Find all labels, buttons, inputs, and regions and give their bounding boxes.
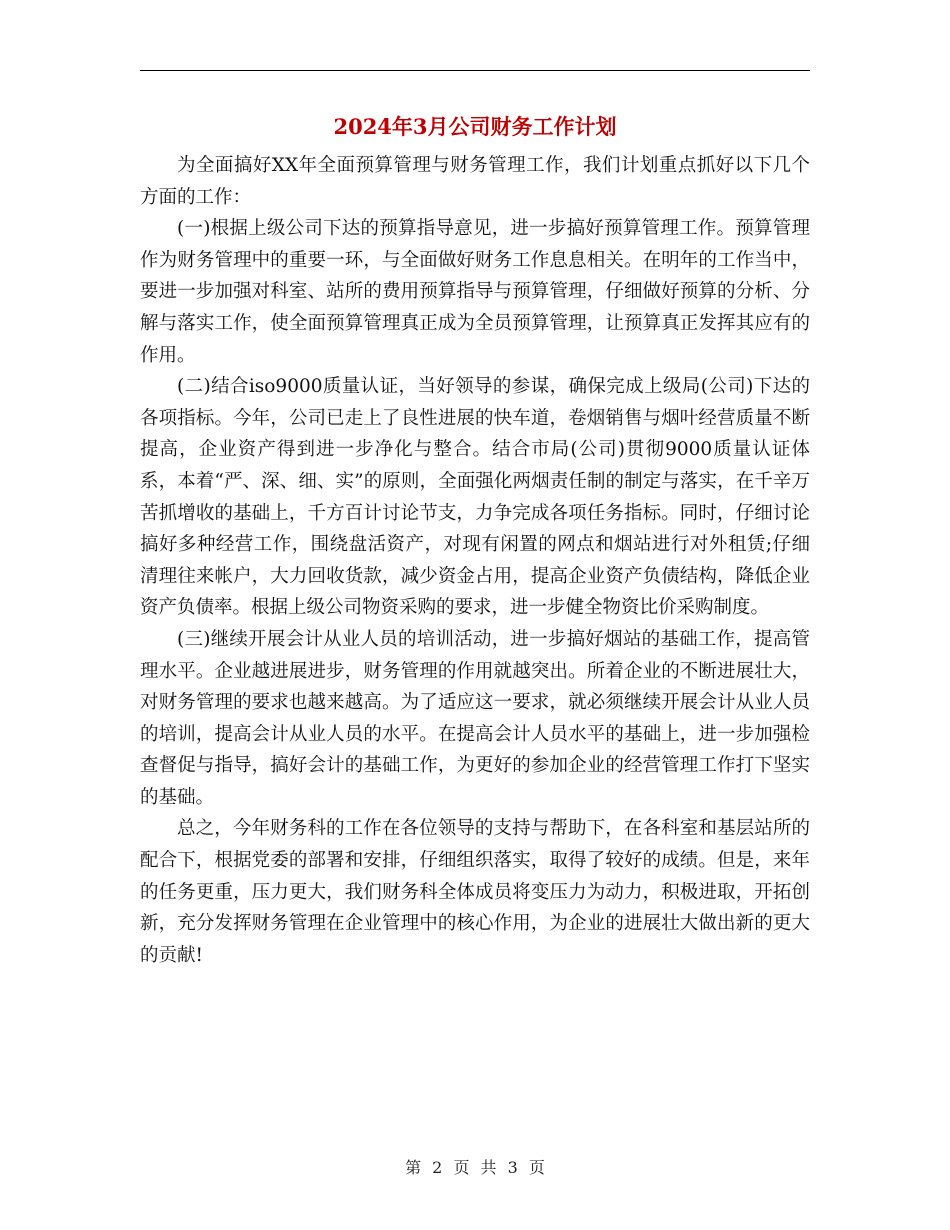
paragraph-section-3: (三)继续开展会计从业人员的培训活动，进一步搞好烟站的基础工作，提高管理水平。企业越进展进步，财务管理的作用就越突出。所着企业的不断进展壮大，对财务管理的要求也越来越高。为了适应这一要求，就必须继续开展会计从业人员的培训，提高会计从业人员的水平。在提高会计人员水平的基础上，进一步加强检查督促与指导，搞好会计的基础工作，为更好的参加企业的经营管理工作打下坚实的基础。 bbox=[140, 628, 810, 808]
paragraph-intro: 为全面搞好XX年全面预算管理与财务管理工作，我们计划重点抓好以下几个方面的工作： bbox=[140, 155, 810, 208]
header-rule bbox=[140, 70, 810, 71]
document-body bbox=[140, 150, 810, 971]
paragraph-conclusion: 总之，今年财务科的工作在各位领导的支持与帮助下，在各科室和基层站所的配合下，根据党委的部署和安排，仔细组织落实，取得了较好的成绩。但是，来年的任务更重，压力更大，我们财务科全体成员将变压力为动力，积极进取，开拓创新，充分发挥财务管理在企业管理中的核心作用，为企业的进展壮大做出新的更大的贡献! bbox=[140, 818, 810, 966]
page-number-footer: 第 2 页 共 3 页 bbox=[405, 1158, 545, 1177]
page-title: 2024年3月公司财务工作计划 bbox=[333, 114, 617, 139]
paragraph-section-2: (二)结合iso9000质量认证，当好领导的参谋，确保完成上级局(公司)下达的各项指标。今年，公司已走上了良性进展的快车道，卷烟销售与烟叶经营质量不断提高，企业资产得到进一步净化与整合。结合市局(公司)贯彻9000质量认证体系，本着“严、深、细、实”的原则，全面强化两烟责任制的制定与落实，在千辛万苦抓增收的基础上，千方百计讨论节支，力争完成各项任务指标。同时，仔细讨论搞好多种经营工作，围绕盘活资产，对现有闲置的网点和烟站进行对外租赁;仔细清理往来帐户，大力回收货款，减少资金占用，提高企业资产负债结构，降低企业资产负债率。根据上级公司物资采购的要求，进一步健全物资比价采购制度。 bbox=[140, 376, 810, 619]
paragraph-section-1: (一)根据上级公司下达的预算指导意见，进一步搞好预算管理工作。预算管理作为财务管理中的重要一环，与全面做好财务工作息息相关。在明年的工作当中，要进一步加强对科室、站所的费用预算指导与预算管理，仔细做好预算的分析、分解与落实工作，使全面预算管理真正成为全员预算管理，让预算真正发挥其应有的作用。 bbox=[140, 218, 810, 366]
